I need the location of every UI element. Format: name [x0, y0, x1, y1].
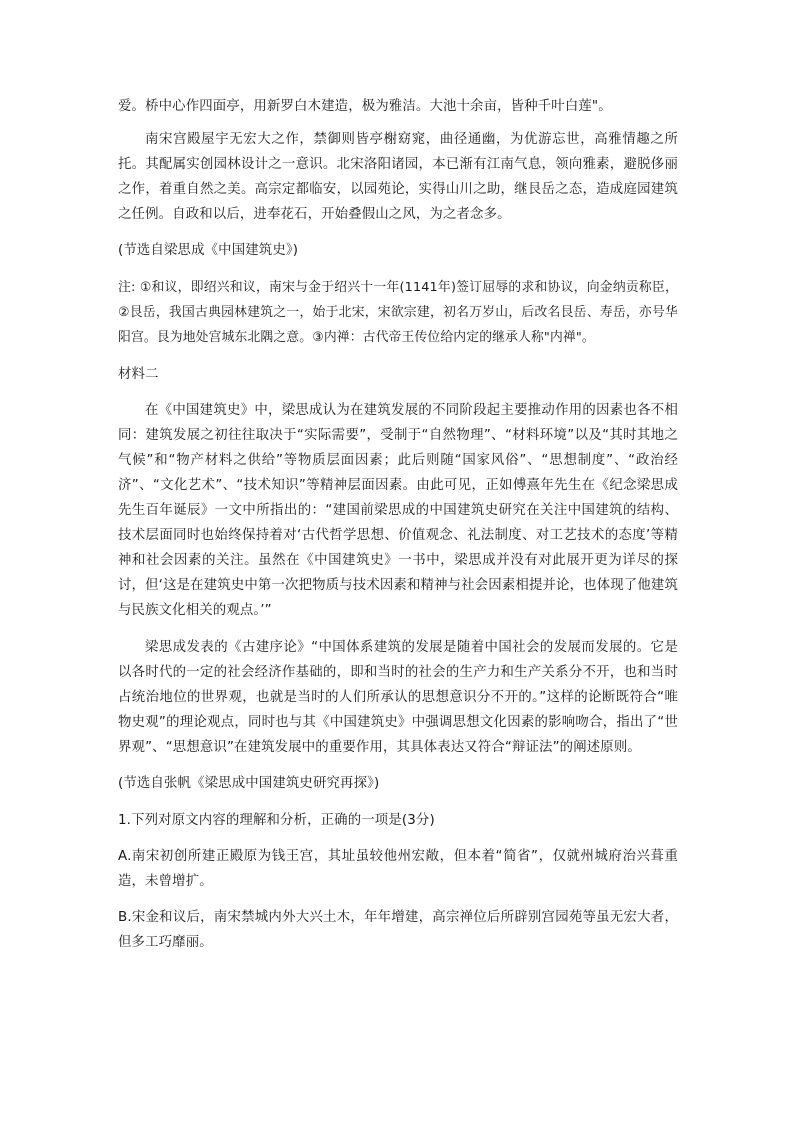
paragraph-southern-song-palaces: 南宋宫殿屋宇无宏大之作，禁御则皆亭榭窈窕，曲径通幽，为优游忘世，高雅情趣之所托。其配属实创园林设计之一意识。北宋洛阳诸园，本已渐有江南气息，领向雅素，避脱侈丽之作，着重自然之美。高宗定都临安，以园苑论，实得山川之助，继艮岳之态，造成庭园建筑之任例。自政和以后，进奉花石，开始叠假山之风，为之者念多。: [118, 132, 678, 222]
paragraph-continued: 爱。桥中心作四面亭，用新罗白木建造，极为雅洁。大池十余亩，皆种千叶白莲"。: [118, 99, 612, 114]
source-citation-1: (节选自梁思成《中国建筑史》): [118, 243, 299, 258]
paragraph-material-2-first: 在《中国建筑史》中，梁思成认为在建筑发展的不同阶段起主要推动作用的因素也各不相同：建筑发展之初往往取决于“实际需要”，受制于“自然物理”、“材料环境”以及“其时其地之气候”和“物产材料之供给”等物质层面因素；此后则随“国家风俗”、“思想制度”、“政治经济”、“文化艺术”、“技术知识”等精神层面因素。由此可见，正如傅熹年先生在《纪念梁思成先生百年诞辰》一文中所指出的：“建国前梁思成的中国建筑史研究在关注中国建筑的结构、技术层面同时也始终保持着对‘古代哲学思想、价值观念、礼法制度、对工艺技术的态度’等精神和社会因素的关注。虽然在《中国建筑史》一书中，梁思成并没有对此展开更为详尽的探讨，但‘这是在建筑史中第一次把物质与技术因素和精神与社会因素相提并论，也体现了他建筑与民族文化相关的观点。’”: [118, 403, 678, 618]
material-2-heading: 材料二: [118, 367, 159, 382]
option-a: A.南宋初创所建正殿原为钱王宫，其址虽较他州宏敞，但本着“简省”，仅就州城府治兴葺重造，未曾增扩。: [118, 849, 678, 889]
document-page: [118, 94, 678, 955]
footnotes: 注: ①和议，即绍兴和议，南宋与金于绍兴十一年(1141年)签订屈辱的求和协议，向金纳贡称臣，②艮岳，我国古典园林建筑之一，始于北宋，宋欲宗建，初名万岁山，后改名艮岳、寿岳，亦号华阳宫。艮为地处宫城东北隅之意。③内禅：古代帝王传位给内定的继承人称"内禅"。: [118, 280, 678, 345]
question-1: 1.下列对原文内容的理解和分析，正确的一项是(3分): [118, 813, 435, 828]
source-citation-2: (节选自张帆《梁思成中国建筑史研究再探》): [118, 776, 380, 791]
paragraph-material-2-second: 梁思成发表的《古建序论》“中国体系建筑的发展是随着中国社会的发展而发展的。它是以各时代的一定的社会经济作基础的，即和当时的社会的生产力和生产关系分不开，也和当时占统治地位的世界观，也就是当时的人们所承认的思想意识分不开的。”这样的论断既符合“唯物史观”的理论观点，同时也与其《中国建筑史》中强调思想文化因素的影响吻合，指出了“世界观”、“思想意识”在建筑发展中的重要作用，其具体表达又符合“辩证法”的阐述原则。: [118, 640, 678, 755]
option-b: B.宋金和议后，南宋禁城内外大兴土木，年年增建，高宗禅位后所辟别宫园苑等虽无宏大者，但多工巧靡丽。: [118, 910, 678, 950]
